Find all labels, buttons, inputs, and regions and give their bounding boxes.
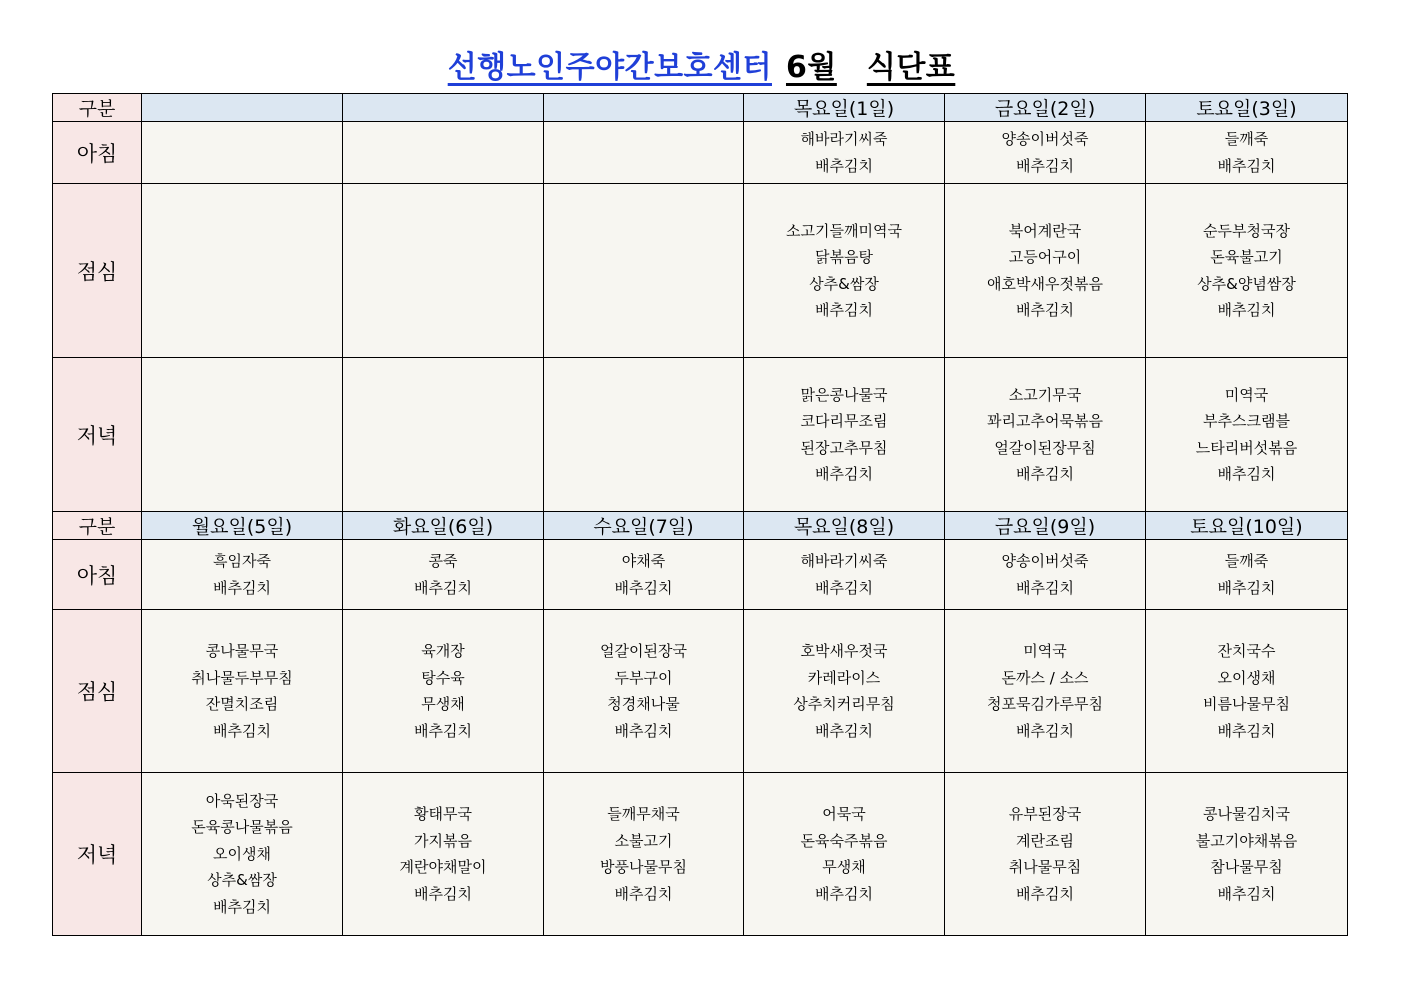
meal-cell [544, 610, 744, 773]
meal-label: 점심 [53, 184, 142, 358]
meal-label: 저녁 [53, 773, 142, 936]
meal-cell [744, 358, 945, 512]
dish-item: 오이생채 [1217, 668, 1276, 687]
dish-item: 배추김치 [1016, 301, 1074, 319]
dish-item: 미역국 [1224, 385, 1269, 404]
dish-item: 배추김치 [815, 721, 873, 740]
dish-item: 콩죽 [428, 552, 458, 570]
dish-item: 청포묵김가루무침 [987, 695, 1103, 713]
dish-item: 꽈리고추어묵볶음 [987, 412, 1103, 430]
meal-cell [945, 122, 1146, 184]
dish-item: 돈육콩나물볶음 [191, 818, 293, 837]
dish-item: 소불고기 [614, 831, 673, 850]
dish-item: 어묵국 [822, 805, 866, 823]
meal-cell [744, 122, 945, 184]
day-header: 토요일(10일) [1146, 512, 1348, 540]
dish-item: 들깨죽 [1224, 130, 1269, 148]
dish-item: 야채죽 [621, 552, 666, 570]
dish-item: 느타리버섯볶음 [1195, 438, 1298, 457]
meal-row-dinner [53, 773, 1348, 936]
dish-item: 배추김치 [1016, 721, 1074, 740]
dish-item: 배추김치 [213, 897, 271, 916]
dish-item: 배추김치 [414, 884, 472, 903]
dish-item: 흑임자죽 [213, 552, 271, 570]
meal-cell [343, 184, 544, 358]
dish-item: 해바라기씨죽 [800, 130, 888, 148]
dish-item: 고등어구이 [1008, 248, 1082, 266]
dish-item: 돈까스 / 소스 [1001, 668, 1089, 687]
day-header [343, 94, 544, 122]
dish-item: 부추스크램블 [1203, 412, 1290, 430]
dish-item: 순두부청국장 [1203, 221, 1290, 240]
center-name: 선행노인주야간보호센터 [447, 50, 772, 85]
dish-item: 계란조림 [1016, 831, 1074, 850]
meal-cell [744, 610, 945, 773]
day-header: 월요일(5일) [142, 512, 343, 540]
dish-item: 닭볶음탕 [815, 248, 873, 266]
meal-cell [945, 358, 1146, 512]
dish-item: 유부된장국 [1008, 805, 1082, 823]
dish-item: 청경채나물 [607, 695, 680, 713]
dish-item: 양송이버섯죽 [1001, 552, 1089, 570]
day-header: 토요일(3일) [1146, 94, 1348, 122]
meal-cell [1146, 773, 1348, 936]
meal-cell [1146, 122, 1348, 184]
meal-cell [544, 773, 744, 936]
day-header: 화요일(6일) [343, 512, 544, 540]
dish-item: 무생채 [421, 695, 465, 713]
meal-cell [544, 358, 744, 512]
meal-cell [142, 540, 343, 610]
title-label: 식단표 [866, 50, 956, 85]
dish-item: 호박새우젓국 [800, 642, 888, 660]
dish-item: 코다리무조림 [800, 412, 888, 430]
row-label-header: 구분 [53, 94, 142, 122]
dish-item: 콩나물무국 [205, 642, 279, 660]
dish-item: 배추김치 [614, 884, 673, 903]
dish-item: 애호박새우젓볶음 [987, 274, 1103, 293]
title-month: 6월 [785, 50, 837, 85]
dish-item: 돈육불고기 [1210, 248, 1283, 266]
dish-item: 배추김치 [815, 578, 873, 597]
page-title [0, 42, 1403, 86]
dish-item: 잔멸치조림 [205, 695, 279, 713]
meal-schedule-table [52, 93, 1348, 936]
dish-item: 배추김치 [1016, 465, 1074, 483]
dish-item: 배추김치 [1217, 156, 1276, 175]
dish-item: 배추김치 [213, 721, 271, 740]
dish-item: 카레라이스 [807, 668, 881, 687]
dish-item: 상추&쌈장 [207, 871, 277, 890]
dish-item: 배추김치 [213, 578, 271, 597]
row-label-header: 구분 [53, 512, 142, 540]
meal-row-dinner [53, 358, 1348, 512]
dish-item: 배추김치 [1217, 721, 1276, 740]
meal-row-lunch [53, 610, 1348, 773]
dish-item: 배추김치 [1016, 578, 1074, 597]
dish-item: 소고기무국 [1008, 385, 1082, 404]
meal-cell [343, 773, 544, 936]
dish-item: 된장고추무침 [800, 438, 888, 457]
meal-cell [142, 122, 343, 184]
dish-item: 육개장 [421, 642, 465, 660]
meal-cell [744, 773, 945, 936]
dish-item: 상추&쌈장 [809, 274, 879, 293]
meal-cell [343, 358, 544, 512]
dish-item: 배추김치 [614, 578, 673, 597]
meal-cell [142, 184, 343, 358]
dish-item: 배추김치 [614, 721, 673, 740]
dish-item: 상추치커리무침 [793, 695, 895, 713]
dish-item: 두부구이 [614, 668, 673, 687]
dish-item: 해바라기씨죽 [800, 552, 888, 570]
day-header: 금요일(2일) [945, 94, 1146, 122]
meal-cell [945, 184, 1146, 358]
meal-cell [1146, 610, 1348, 773]
dish-item: 돈육숙주볶음 [800, 831, 888, 850]
dish-item: 배추김치 [815, 156, 873, 175]
dish-item: 잔치국수 [1217, 642, 1276, 660]
dish-item: 배추김치 [1217, 301, 1276, 319]
day-header: 목요일(1일) [744, 94, 945, 122]
meal-cell [744, 184, 945, 358]
title-month-label [786, 50, 955, 85]
meal-cell [343, 122, 544, 184]
meal-cell [142, 773, 343, 936]
meal-cell [1146, 540, 1348, 610]
dish-item: 배추김치 [815, 884, 873, 903]
dish-item: 비름나물무침 [1203, 695, 1290, 713]
meal-row-breakfast [53, 122, 1348, 184]
meal-label: 아침 [53, 122, 142, 184]
meal-cell [343, 610, 544, 773]
day-header [142, 94, 343, 122]
dish-item: 북어계란국 [1008, 221, 1082, 240]
meal-cell [1146, 184, 1348, 358]
meal-cell [744, 540, 945, 610]
dish-item: 들깨무채국 [607, 805, 680, 823]
dish-item: 탕수육 [421, 668, 465, 687]
dish-item: 배추김치 [815, 465, 873, 483]
meal-cell [343, 540, 544, 610]
day-header: 목요일(8일) [744, 512, 945, 540]
dish-item: 취나물두부무침 [191, 668, 293, 687]
meal-label: 저녁 [53, 358, 142, 512]
meal-cell [945, 540, 1146, 610]
dish-item: 가지볶음 [414, 831, 472, 850]
dish-item: 상추&양념쌈장 [1197, 274, 1296, 293]
meal-cell [544, 540, 744, 610]
meal-cell [945, 773, 1146, 936]
dish-item: 배추김치 [1217, 578, 1276, 597]
meal-cell [544, 122, 744, 184]
meal-row-breakfast [53, 540, 1348, 610]
dish-item: 얼갈이된장무침 [994, 438, 1096, 457]
meal-row-lunch [53, 184, 1348, 358]
dish-item: 아욱된장국 [205, 791, 279, 810]
meal-cell [142, 610, 343, 773]
dish-item: 배추김치 [1217, 465, 1276, 483]
meal-cell [142, 358, 343, 512]
dish-item: 소고기들깨미역국 [786, 221, 902, 240]
meal-cell [1146, 358, 1348, 512]
dish-item: 황태무국 [414, 805, 472, 823]
dish-item: 배추김치 [414, 578, 472, 597]
dish-item: 오이생채 [213, 844, 271, 863]
meal-cell [544, 184, 744, 358]
day-header: 수요일(7일) [544, 512, 744, 540]
dish-item: 배추김치 [1016, 156, 1074, 175]
dish-item: 무생채 [822, 858, 866, 876]
meal-label: 아침 [53, 540, 142, 610]
week-header-row [53, 94, 1348, 122]
dish-item: 미역국 [1023, 642, 1067, 660]
dish-item: 콩나물김치국 [1203, 805, 1290, 823]
meal-label: 점심 [53, 610, 142, 773]
dish-item: 얼갈이된장국 [600, 642, 687, 660]
dish-item: 맑은콩나물국 [800, 385, 888, 404]
day-header: 금요일(9일) [945, 512, 1146, 540]
week-header-row [53, 512, 1348, 540]
day-header [544, 94, 744, 122]
dish-item: 배추김치 [815, 301, 873, 319]
dish-item: 들깨죽 [1224, 552, 1269, 570]
dish-item: 취나물무침 [1008, 858, 1082, 876]
dish-item: 불고기야채볶음 [1195, 831, 1298, 850]
dish-item: 참나물무침 [1210, 858, 1283, 876]
dish-item: 배추김치 [1217, 884, 1276, 903]
dish-item: 양송이버섯죽 [1001, 130, 1089, 148]
dish-item: 방풍나물무침 [600, 858, 687, 876]
dish-item: 계란야채말이 [399, 858, 487, 876]
meal-cell [945, 610, 1146, 773]
dish-item: 배추김치 [1016, 884, 1074, 903]
dish-item: 배추김치 [414, 721, 472, 740]
